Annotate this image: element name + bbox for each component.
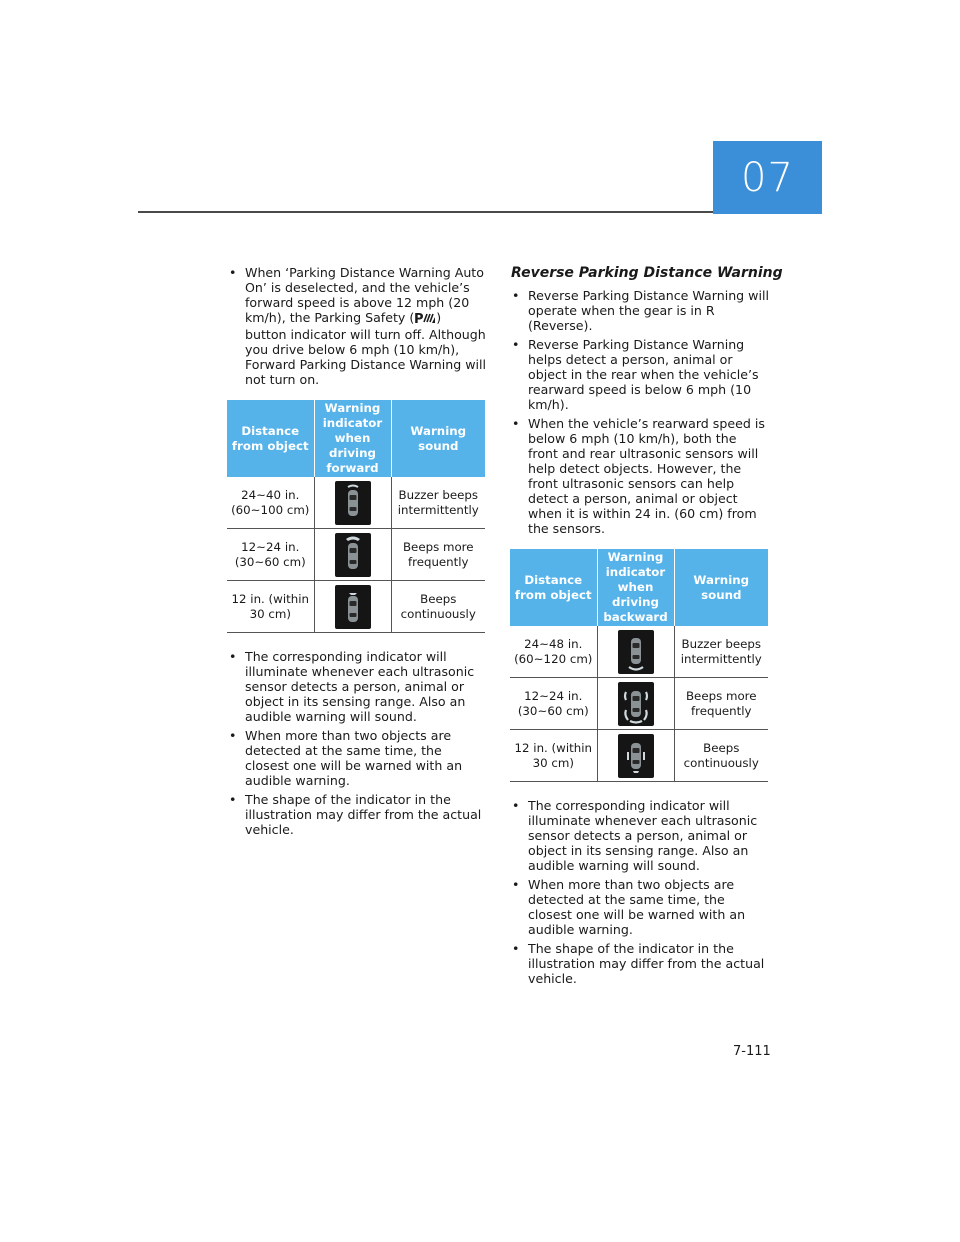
parking-safety-icon (414, 311, 436, 327)
sound-cell: Beeps more frequently (391, 529, 485, 581)
left-intro-bullet: • When ‘Parking Distance Warning Auto On’ is deselected, and the vehicle’s forward speed is above 12 mph (20 km/h), the Parking Safety ( P ) button indicator will turn off. Although you drive below 6 mph (10 km/h), Forward Parking Distance Warning will not turn on. (228, 265, 486, 387)
rear-sensor-1-icon (618, 630, 654, 674)
chapter-tab (713, 141, 822, 214)
list-item: • Reverse Parking Distance Warning helps detect a person, animal or object in the rear when the vehicle’s rearward speed is below 6 mph (10 km/h). (511, 337, 770, 412)
list-item: • The shape of the indicator in the illustration may differ from the actual vehicle. (228, 792, 486, 837)
table-row (227, 529, 485, 581)
svg-text:P: P (414, 312, 424, 324)
front-sensor-2-icon (335, 533, 371, 577)
distance-cell: 12~24 in. (30~60 cm) (510, 678, 597, 730)
left-column (228, 265, 486, 841)
list-item: • When more than two objects are detected at the same time, the closest one will be warned with an audible warning. (511, 877, 770, 937)
distance-cell: 24~40 in. (60~100 cm) (227, 477, 314, 529)
header-distance: Distance from object (227, 400, 314, 477)
sound-cell: Beeps continuously (391, 581, 485, 633)
distance-cell: 12 in. (within 30 cm) (227, 581, 314, 633)
distance-cell: 12 in. (within 30 cm) (510, 730, 597, 782)
header-indicator: Warning indicator when driving forward (314, 400, 391, 477)
right-notes-list (511, 798, 770, 986)
list-item: • Reverse Parking Distance Warning will operate when the gear is in R (Reverse). (511, 288, 770, 333)
right-column (511, 265, 783, 990)
table-row (510, 730, 768, 782)
table-row (227, 477, 485, 529)
list-item: • The corresponding indicator will illuminate whenever each ultrasonic sensor detects a person, animal or object in its sensing range. Also an audible warning will sound. (228, 649, 486, 724)
sound-cell: Beeps more frequently (674, 678, 768, 730)
header-sound: Warning sound (674, 549, 768, 626)
list-item: • The corresponding indicator will illuminate whenever each ultrasonic sensor detects a person, animal or object in its sensing range. Also an audible warning will sound. (511, 798, 770, 873)
sound-cell: Buzzer beeps intermittently (674, 626, 768, 678)
sound-cell: Buzzer beeps intermittently (391, 477, 485, 529)
list-item: • When more than two objects are detected at the same time, the closest one will be warned with an audible warning. (228, 728, 486, 788)
header-indicator: Warning indicator when driving backward (597, 549, 674, 626)
front-sensor-3-icon (335, 585, 371, 629)
page-number: 7-111 (733, 1044, 771, 1059)
front-sensor-1-icon (335, 481, 371, 525)
header-sound: Warning sound (391, 400, 485, 477)
rear-sensor-2-icon (618, 682, 654, 726)
list-item: • When the vehicle’s rearward speed is below 6 mph (10 km/h), both the front and rear ultrasonic sensors will help detect objects. However, the front ultrasonic sensors can help detect a person, animal or object when it is within 24 in. (60 cm) from the sensors. (511, 416, 770, 536)
header-distance: Distance from object (510, 549, 597, 626)
distance-cell: 24~48 in. (60~120 cm) (510, 626, 597, 678)
distance-cell: 12~24 in. (30~60 cm) (227, 529, 314, 581)
chapter-number: 07 (741, 154, 794, 201)
rear-sensor-3-icon (618, 734, 654, 778)
reverse-warning-table (510, 549, 768, 782)
list-item: • The shape of the indicator in the illustration may differ from the actual vehicle. (511, 941, 770, 986)
header-rule (138, 211, 713, 213)
table-row (510, 626, 768, 678)
section-title: Reverse Parking Distance Warning (511, 265, 783, 281)
forward-warning-table (227, 400, 485, 633)
table-row (227, 581, 485, 633)
sound-cell: Beeps continuously (674, 730, 768, 782)
left-notes-list (228, 649, 486, 837)
left-intro-list (228, 265, 486, 387)
right-intro-list (511, 288, 770, 536)
table-row (510, 678, 768, 730)
